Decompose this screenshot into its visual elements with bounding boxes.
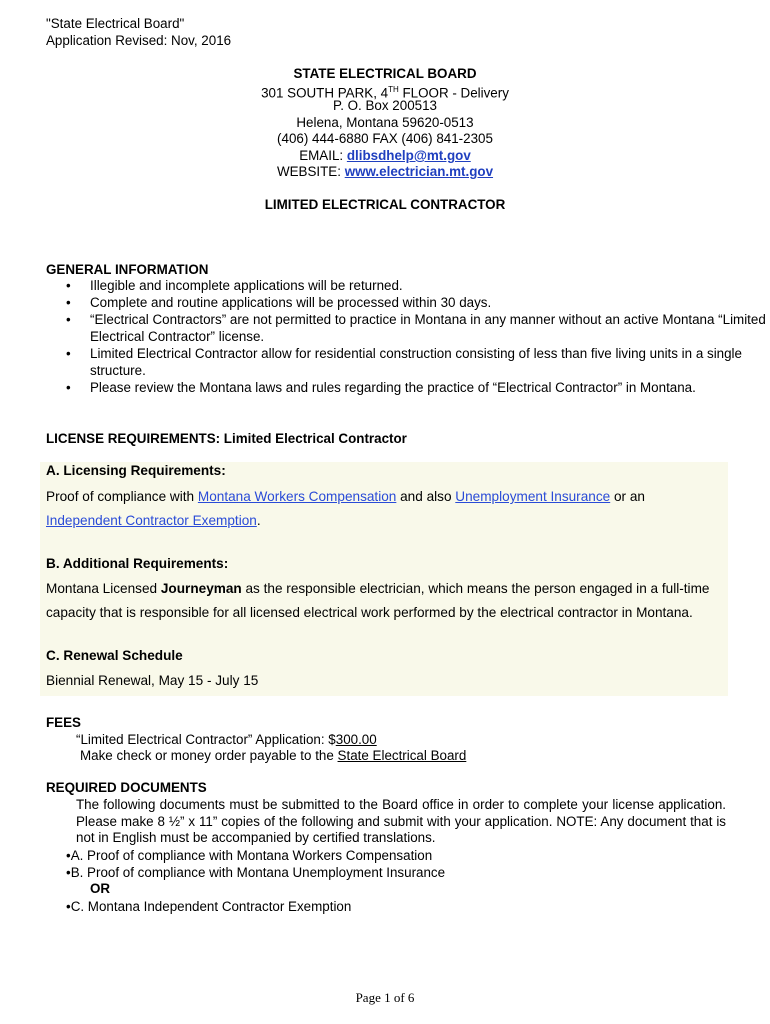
board-email-line [0, 148, 770, 164]
unemployment-insurance-link[interactable]: Unemployment Insurance [455, 489, 611, 504]
renewal-schedule-heading: C. Renewal Schedule [46, 648, 183, 663]
website-label: WEBSITE: [276, 164, 345, 179]
fee-label: “Limited Electrical Contractor” Application: $ [76, 732, 336, 747]
b-text2: as the responsible electrician, which means the person engaged in a full-time capacity that is responsible for all licensed electrical work performed by the electrical contractor in Montana. [46, 581, 710, 620]
board-website-line [0, 164, 770, 180]
address-post: FLOOR - Delivery [398, 85, 509, 101]
payable-label: Make check or money order payable to the [80, 748, 338, 763]
fee-amount: 300.00 [335, 732, 377, 747]
b-text1: Montana Licensed [46, 581, 161, 596]
contractor-exemption-link[interactable]: Independent Contractor Exemption [46, 513, 257, 528]
a-text4: . [256, 513, 261, 528]
doc-header-revision: Application Revised: Nov, 2016 [46, 33, 232, 48]
general-heading: GENERAL INFORMATION [46, 262, 209, 277]
doc-header-title: "State Electrical Board" [46, 16, 185, 31]
required-documents-heading: REQUIRED DOCUMENTS [46, 780, 207, 795]
email-link[interactable]: dlibsdhelp@mt.gov [346, 148, 471, 163]
fees-heading: FEES [46, 715, 81, 730]
address-sup: TH [388, 85, 399, 94]
journeyman-term: Journeyman [160, 581, 242, 596]
address-pre: 301 SOUTH PARK, 4 [261, 85, 389, 101]
general-list [46, 277, 770, 396]
page-title: LIMITED ELECTRICAL CONTRACTOR [264, 197, 506, 212]
board-phone: (406) 444-6880 FAX (406) 841-2305 [277, 131, 493, 146]
a-text3: or an [610, 489, 645, 504]
email-label: EMAIL: [299, 148, 347, 163]
list-item: • Complete and routine applications will be processed within 30 days. [90, 294, 770, 311]
board-city: Helena, Montana 59620-0513 [296, 115, 474, 130]
additional-requirements-text [46, 577, 736, 625]
required-or: OR [90, 881, 111, 896]
required-item-c: •C. Montana Independent Contractor Exemption [66, 899, 352, 914]
required-item-a: •A. Proof of compliance with Montana Workers Compensation [66, 848, 433, 863]
fees-payable-line [80, 748, 466, 763]
required-item-b: •B. Proof of compliance with Montana Unemployment Insurance [66, 865, 446, 880]
fees-application-line [76, 732, 377, 747]
website-link[interactable]: www.electrician.mt.gov [344, 164, 494, 179]
additional-requirements-heading: B. Additional Requirements: [46, 556, 229, 571]
list-item: • Limited Electrical Contractor allow for residential construction consisting of less than five living units in a single structure. [90, 345, 770, 379]
list-item: • “Electrical Contractors” are not permitted to practice in Montana in any manner without an active Montana “Limited Electrical Contractor” license. [90, 311, 770, 345]
licensing-requirements-heading: A. Licensing Requirements: [46, 463, 226, 478]
payee-name: State Electrical Board [337, 748, 467, 763]
page-number: Page 1 of 6 [355, 990, 415, 1005]
board-name: STATE ELECTRICAL BOARD [293, 66, 477, 81]
list-item: • Please review the Montana laws and rules regarding the practice of “Electrical Contractor” in Montana. [90, 379, 770, 396]
workers-compensation-link[interactable]: Montana Workers Compensation [197, 489, 397, 504]
renewal-schedule-text: Biennial Renewal, May 15 - July 15 [46, 673, 259, 688]
list-item: • Illegible and incomplete applications will be returned. [90, 277, 770, 294]
licensing-requirements-text [46, 485, 736, 533]
license-heading: LICENSE REQUIREMENTS: Limited Electrical Contractor [46, 431, 407, 446]
a-text1: Proof of compliance with [46, 489, 198, 504]
a-text2: and also [396, 489, 456, 504]
required-documents-paragraph: The following documents must be submitted to the Board office in order to complete your license application. Please make 8 ½” x 11” copies of the following and submit with your application. NOTE: Any document that is not in English must be accompanied by certified translations. [76, 797, 726, 845]
board-pobox: P. O. Box 200513 [333, 98, 437, 113]
